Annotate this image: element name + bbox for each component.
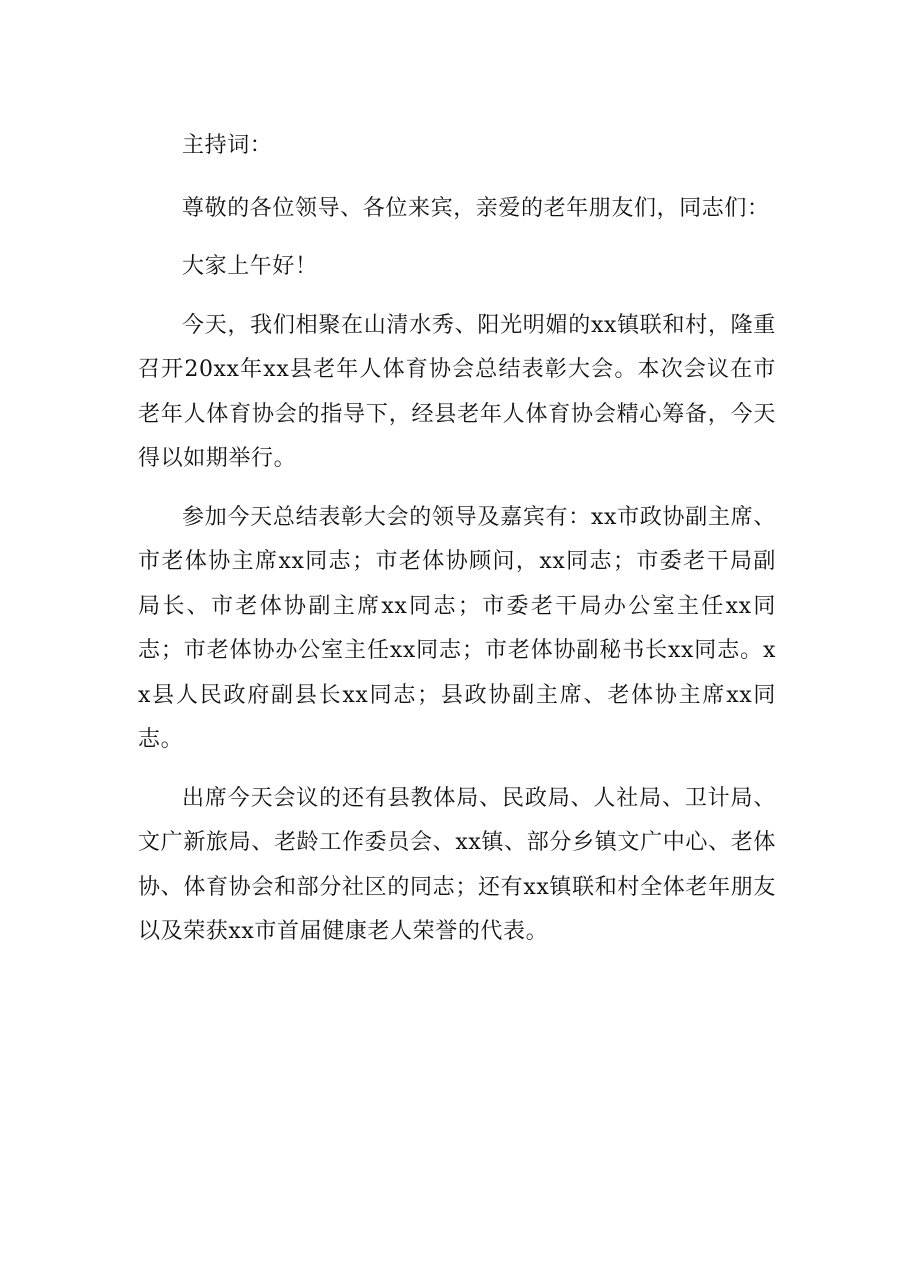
paragraph-good-morning: 大家上午好！ — [182, 254, 318, 279]
paragraph-meeting-intro: 今天，我们相聚在山清水秀、阳光明媚的xx镇联和村，隆重召开20xx年xx县老年人体育协会总结表彰大会。本次会议在市老年人体育协会的指导下，经县老年人体育协会精心筹备，今天得以如期举行。 — [138, 312, 776, 471]
paragraph-other-attendees: 出席今天会议的还有县教体局、民政局、人社局、卫计局、文广新旅局、老龄工作委员会、xx镇、部分乡镇文广中心、老体协、体育协会和部分社区的同志；还有xx镇联和村全体老年朋友以及荣获xx市首届健康老人荣誉的代表。 — [138, 785, 776, 944]
document-heading: 主持词： — [182, 133, 273, 158]
paragraph-leaders-guests: 参加今天总结表彰大会的领导及嘉宾有：xx市政协副主席、市老体协主席xx同志；市老体协顾问，xx同志；市委老干局副局长、市老体协副主席xx同志；市委老干局办公室主任xx同志；市老体协办公室主任xx同志；市老体协副秘书长xx同志。xx县人民政府副县长xx同志；县政协副主席、老体协主席xx同志。 — [138, 504, 776, 752]
paragraph-greeting-addressees: 尊敬的各位领导、各位来宾，亲爱的老年朋友们，同志们： — [182, 195, 770, 221]
document-body — [138, 124, 776, 969]
